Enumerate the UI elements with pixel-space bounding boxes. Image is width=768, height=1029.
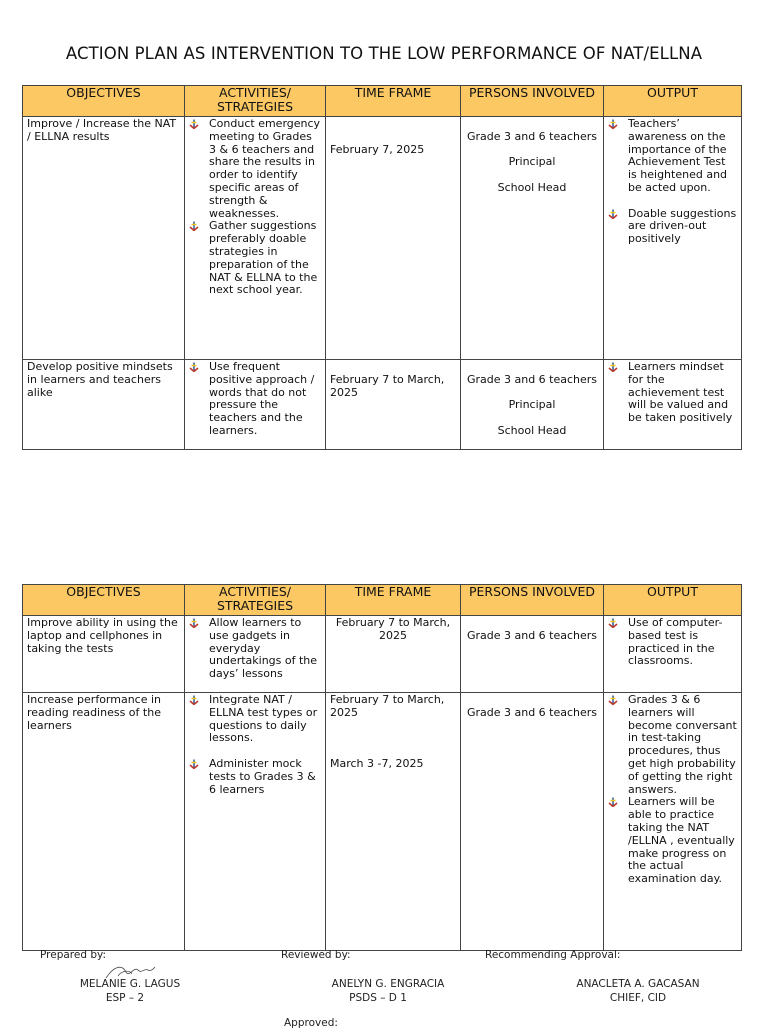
- objective-cell: Improve / Increase the NAT / ELLNA results: [23, 117, 185, 360]
- list-item: [608, 796, 737, 886]
- header-activities: ACTIVITIES/ STRATEGIES: [185, 585, 326, 616]
- time-frame-text: February 7 to March, 2025: [335, 616, 451, 642]
- activities-cell: [185, 360, 326, 450]
- time-frame-cell: [326, 616, 461, 693]
- header-output: OUTPUT: [604, 86, 742, 117]
- persons-cell: [461, 360, 604, 450]
- arrow-bullet-icon: [189, 119, 199, 129]
- header-time-frame: TIME FRAME: [326, 86, 461, 117]
- arrow-bullet-icon: [608, 362, 618, 372]
- reviewed-by-position: PSDS – D 1: [349, 992, 407, 1004]
- recommending-approval-position: CHIEF, CID: [609, 992, 667, 1004]
- activities-cell: [185, 693, 326, 951]
- table-row: [23, 693, 742, 951]
- list-item: [608, 694, 737, 796]
- list-item: [189, 220, 321, 297]
- header-time-frame: TIME FRAME: [326, 585, 461, 616]
- arrow-bullet-icon: [608, 695, 618, 705]
- activity-text: Conduct emergency meeting to Grades 3 & 6 teachers and share the results in order to identify specific areas of strength & weaknesses.: [209, 117, 321, 220]
- list-item: [189, 361, 321, 438]
- person-text: Grade 3 and 6 teachers: [466, 372, 598, 386]
- objective-cell: Improve ability in using the laptop and cellphones in taking the tests: [23, 616, 185, 693]
- header-output: OUTPUT: [604, 585, 742, 616]
- person-text: School Head: [497, 180, 567, 194]
- time-frame-text: February 7 to March, 2025: [330, 372, 445, 399]
- activities-cell: [185, 117, 326, 360]
- output-text: Use of computer-based test is practiced in the classrooms.: [628, 616, 723, 668]
- time-frame-text-2: March 3 -7, 2025: [330, 756, 424, 770]
- recommending-approval-name: ANACLETA A. GACASAN: [576, 978, 700, 990]
- reviewed-by-name: ANELYN G. ENGRACIA: [331, 978, 445, 990]
- action-plan-table-2: [22, 584, 742, 951]
- arrow-bullet-icon: [608, 618, 618, 628]
- list-item: [189, 694, 321, 745]
- header-activities: ACTIVITIES/ STRATEGIES: [185, 86, 326, 117]
- persons-cell: [461, 616, 604, 693]
- activity-text: Allow learners to use gadgets in everyday undertakings of the days’ lessons: [209, 616, 318, 681]
- activity-text: Use frequent positive approach / words that do not pressure the teachers and the learners.: [209, 360, 315, 437]
- header-objectives: OBJECTIVES: [23, 86, 185, 117]
- objective-cell: Increase performance in reading readiness of the learners: [23, 693, 185, 951]
- list-item: [189, 617, 321, 681]
- arrow-bullet-icon: [608, 209, 618, 219]
- person-text: School Head: [497, 423, 567, 437]
- table-row: [23, 360, 742, 450]
- table-row: [23, 117, 742, 360]
- output-text: Grades 3 & 6 learners will become conversant in test-taking procedures, thus get high probability of getting the right answers.: [628, 693, 737, 796]
- arrow-bullet-icon: [189, 695, 199, 705]
- objective-cell: Develop positive mindsets in learners and teachers alike: [23, 360, 185, 450]
- output-cell: [604, 360, 742, 450]
- output-text: Learners will be able to practice taking the NAT /ELLNA , eventually make progress on the actual examination day.: [628, 795, 735, 886]
- time-frame-cell: [326, 117, 461, 360]
- output-cell: [604, 693, 742, 951]
- output-text: Doable suggestions are driven-out positively: [628, 206, 737, 246]
- arrow-bullet-icon: [608, 119, 618, 129]
- list-item: [189, 758, 321, 796]
- person-text: Grade 3 and 6 teachers: [466, 705, 598, 719]
- header-objectives: OBJECTIVES: [23, 585, 185, 616]
- activity-text: Integrate NAT / ELLNA test types or questions to daily lessons.: [209, 693, 318, 745]
- time-frame-text: February 7 to March, 2025: [330, 693, 445, 719]
- arrow-bullet-icon: [189, 759, 199, 769]
- recommending-approval-label: Recommending Approval:: [485, 949, 621, 961]
- arrow-bullet-icon: [189, 362, 199, 372]
- output-text: Teachers’ awareness on the importance of the Achievement Test is heightened and be acted upon.: [628, 117, 728, 194]
- list-item: [189, 118, 321, 220]
- time-frame-text: February 7, 2025: [330, 142, 425, 156]
- time-frame-cell: [326, 360, 461, 450]
- list-item: [608, 118, 737, 195]
- person-text: Grade 3 and 6 teachers: [466, 628, 598, 642]
- activities-cell: [185, 616, 326, 693]
- document-title: ACTION PLAN AS INTERVENTION TO THE LOW PERFORMANCE OF NAT/ELLNA: [65, 44, 703, 63]
- output-text: Learners mindset for the achievement test will be valued and be taken positively: [628, 360, 733, 425]
- header-persons-involved: PERSONS INVOLVED: [461, 585, 604, 616]
- arrow-bullet-icon: [189, 221, 199, 231]
- person-text: Grade 3 and 6 teachers: [466, 129, 598, 143]
- action-plan-table-1: [22, 85, 742, 450]
- output-cell: [604, 117, 742, 360]
- reviewed-by-label: Reviewed by:: [281, 949, 351, 961]
- table-row: [23, 616, 742, 693]
- header-persons-involved: PERSONS INVOLVED: [461, 86, 604, 117]
- list-item: [608, 208, 737, 246]
- activity-text: Gather suggestions preferably doable strategies in preparation of the NAT & ELLNA to the next school year.: [209, 219, 318, 297]
- list-item: [608, 361, 737, 425]
- list-item: [608, 617, 737, 668]
- persons-cell: [461, 117, 604, 360]
- arrow-bullet-icon: [608, 797, 618, 807]
- prepared-by-name: MELANIE G. LAGUS: [79, 978, 181, 990]
- arrow-bullet-icon: [189, 618, 199, 628]
- persons-cell: [461, 693, 604, 951]
- person-text: Principal: [508, 398, 556, 412]
- table-header-row: [23, 585, 742, 616]
- prepared-by-label: Prepared by:: [40, 949, 106, 961]
- output-cell: [604, 616, 742, 693]
- prepared-by-position: ESP – 2: [105, 992, 145, 1004]
- time-frame-cell: [326, 693, 461, 951]
- approved-by-label: Approved:: [284, 1017, 338, 1029]
- activity-text: Administer mock tests to Grades 3 & 6 learners: [209, 756, 316, 796]
- person-text: Principal: [508, 155, 556, 169]
- table-header-row: [23, 86, 742, 117]
